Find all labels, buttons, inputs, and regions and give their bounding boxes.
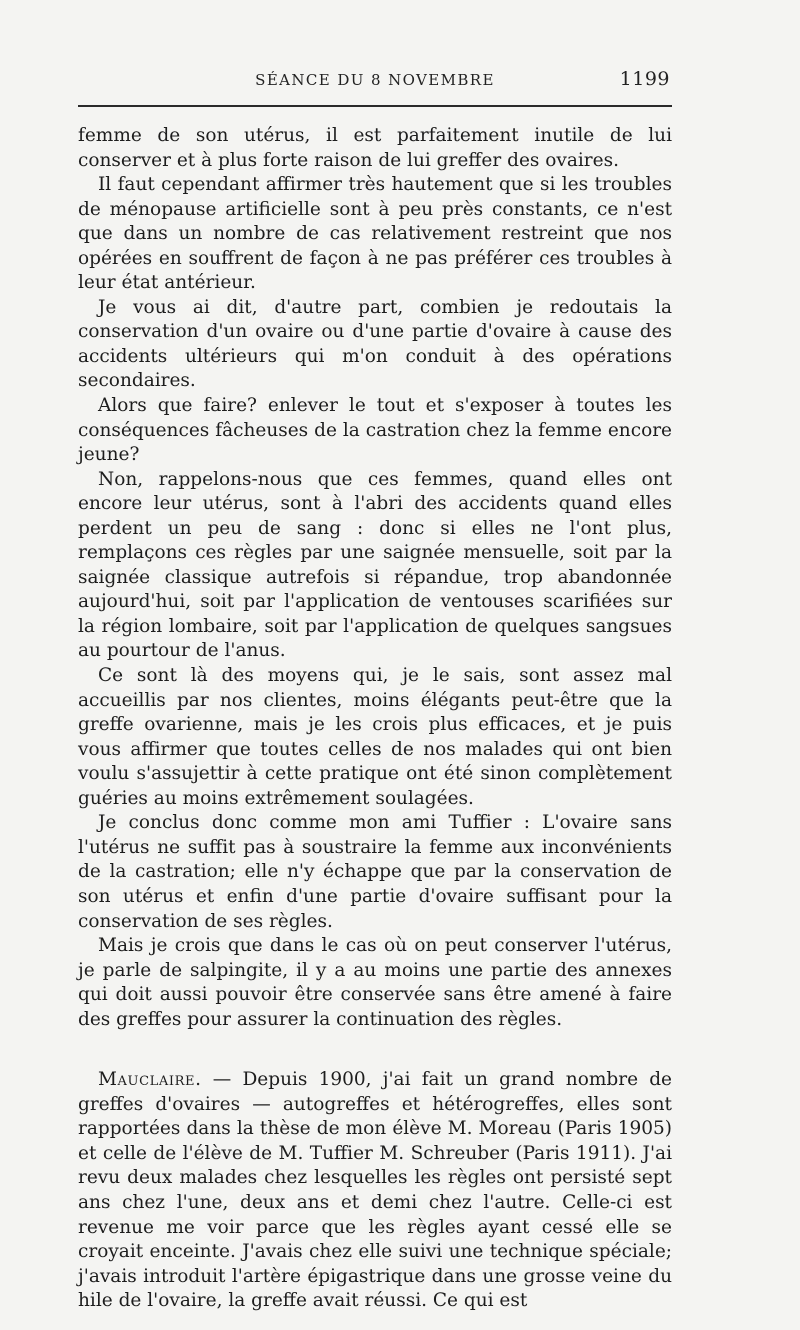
intervention-text: — Depuis 1900, j'ai fait un grand nombre de greffes d'ovaires — autogreffes et hétérogreffes, elles sont rapportées dans la thèse de mon élève M. Moreau (Paris 1905) et celle de l'élève de M. Tuffier M. Schreuber (Paris 1911). J'ai revu deux malades chez lesquelles les règles ont persisté sept ans chez l'une, deux ans et demi chez l'autre. Celle-ci est revenue me voir parce que les règles ayant cessé elle se croyait enceinte. J'avais chez elle suivi une technique spéciale; j'avais introduit l'artère épigastrique dans une grosse veine du hile de l'ovaire, la greffe avait réussi. Ce qui est — [78, 1069, 672, 1312]
paragraph-1: femme de son utérus, il est parfaitement inutile de lui conserver et à plus forte raison de lui greffer des ovaires. — [78, 125, 672, 171]
paragraph-4: Alors que faire? enlever le tout et s'exposer à toutes les conséquences fâcheuses de la castration chez la femme encore jeune? — [78, 395, 672, 466]
page-number: 1199 — [619, 68, 670, 90]
header-rule — [78, 105, 672, 107]
paragraph-2: Il faut cependant affirmer très hautement que si les troubles de ménopause artificielle sont à peu près constants, ce n'est que dans un nombre de cas relativement restreint que nos opérées en souffrent de façon à ne pas préférer ces troubles à leur état antérieur. — [78, 174, 672, 294]
paragraph-7: Je conclus donc comme mon ami Tuffier : L'ovaire sans l'utérus ne suffit pas à soustraire la femme aux inconvénients de la castration; elle n'y échappe que par la conservation de son utérus et enfin d'une partie d'ovaire suffisant pour la conservation de ses règles. — [78, 812, 672, 932]
paragraph-6: Ce sont là des moyens qui, je le sais, sont assez mal accueillis par nos clientes, moins élégants peut-être que la greffe ovarienne, mais je les crois plus efficaces, et je puis vous affirmer que toutes celles de nos malades qui ont bien voulu s'assujettir à cette pratique ont été sinon complètement guéries au moins extrêmement soulagées. — [78, 665, 672, 809]
speaker-name: Mauclaire. — [98, 1069, 202, 1091]
section-gap — [78, 1032, 672, 1068]
running-title: SÉANCE DU 8 NOVEMBRE — [255, 71, 495, 89]
running-head — [78, 68, 672, 98]
paragraph-8: Mais je crois que dans le cas où on peut conserver l'utérus, je parle de salpingite, il y a au moins une partie des annexes qui doit aussi pouvoir être conservée sans être amené à faire des greffes pour assurer la continuation des règles. — [78, 935, 672, 1030]
paragraph-3: Je vous ai dit, d'autre part, combien je redoutais la conservation d'un ovaire ou d'une partie d'ovaire à cause des accidents ultérieurs qui m'on conduit à des opérations secondaires. — [78, 296, 672, 392]
paragraph-5: Non, rappelons-nous que ces femmes, quand elles ont encore leur utérus, sont à l'abri des accidents quand elles perdent un peu de sang : donc si elles ne l'ont plus, remplaçons ces règles par une saignée mensuelle, soit par la saignée classique autrefois si répandue, trop abandonnée aujourd'hui, soit par l'application de ventouses scarifiées sur la région lombaire, soit par l'application de quelques sangsues au pourtour de l'anus. — [78, 468, 672, 662]
intervention-paragraph — [78, 1068, 672, 1313]
body-text — [78, 124, 672, 1314]
